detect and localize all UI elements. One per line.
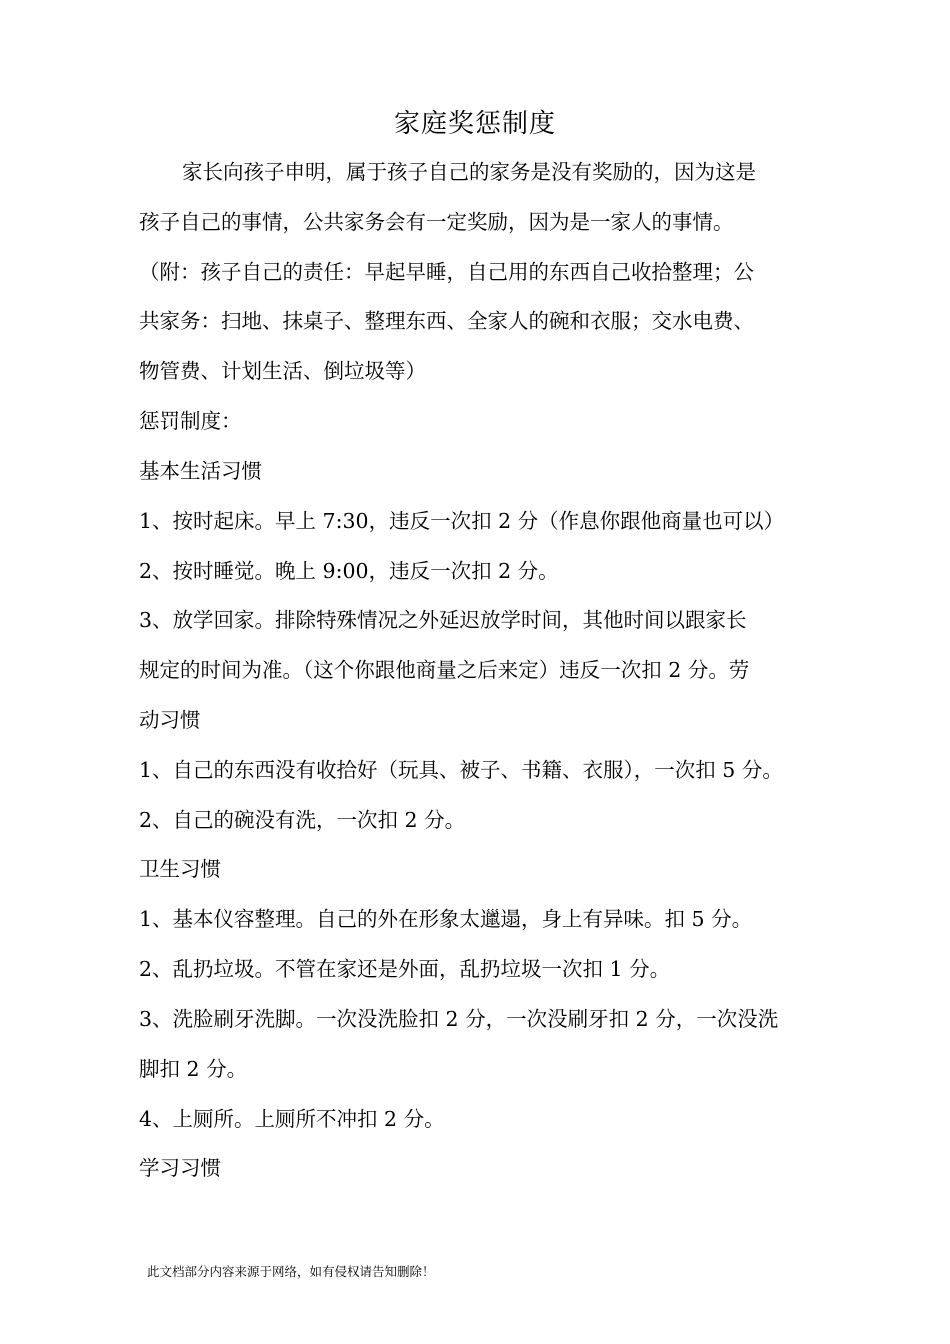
rule-item: 3、放学回家。排除特殊情况之外延迟放学时间，其他时间以跟家长 xyxy=(139,608,747,632)
rule-item: 2、自己的碗没有洗，一次扣 2 分。 xyxy=(139,808,466,832)
rule-item: 规定的时间为准。（这个你跟他商量之后来定）违反一次扣 2 分。劳 xyxy=(139,658,750,682)
paragraph-line: 共家务：扫地、抹桌子、整理东西、全家人的碗和衣服；交水电费、 xyxy=(139,309,754,333)
footer-disclaimer: 此文档部分内容来源于网络，如有侵权请告知删除！ xyxy=(147,1264,435,1279)
subsection-heading: 学习习惯 xyxy=(139,1156,221,1180)
subsection-heading: 基本生活习惯 xyxy=(139,459,262,483)
rule-item: 3、洗脸刷牙洗脚。一次没洗脸扣 2 分，一次没刷牙扣 2 分，一次没洗 xyxy=(139,1007,779,1031)
rule-item: 2、按时睡觉。晚上 9:00，违反一次扣 2 分。 xyxy=(139,559,559,583)
rule-item: 4、上厕所。上厕所不冲扣 2 分。 xyxy=(139,1107,445,1131)
subsection-heading: 动习惯 xyxy=(139,708,201,732)
rule-item: 1、自己的东西没有收拾好（玩具、被子、书籍、衣服），一次扣 5 分。 xyxy=(139,758,783,782)
rule-item: 2、乱扔垃圾。不管在家还是外面，乱扔垃圾一次扣 1 分。 xyxy=(139,957,671,981)
paragraph-line: （附：孩子自己的责任：早起早睡，自己用的东西自己收拾整理；公 xyxy=(139,260,754,284)
document-title: 家庭奖惩制度 xyxy=(393,109,556,139)
subsection-heading: 卫生习惯 xyxy=(139,857,221,881)
rule-item: 1、基本仪容整理。自己的外在形象太邋遢，身上有异味。扣 5 分。 xyxy=(139,907,753,931)
rule-item: 1、按时起床。早上 7:30，违反一次扣 2 分（作息你跟他商量也可以） xyxy=(139,509,785,533)
section-heading: 惩罚制度： xyxy=(139,409,242,433)
paragraph-line: 家长向孩子申明，属于孩子自己的家务是没有奖励的，因为这是 xyxy=(182,160,756,184)
rule-item: 脚扣 2 分。 xyxy=(139,1057,248,1081)
paragraph-line: 物管费、计划生活、倒垃圾等） xyxy=(139,359,426,383)
paragraph-line: 孩子自己的事情，公共家务会有一定奖励，因为是一家人的事情。 xyxy=(139,210,734,234)
